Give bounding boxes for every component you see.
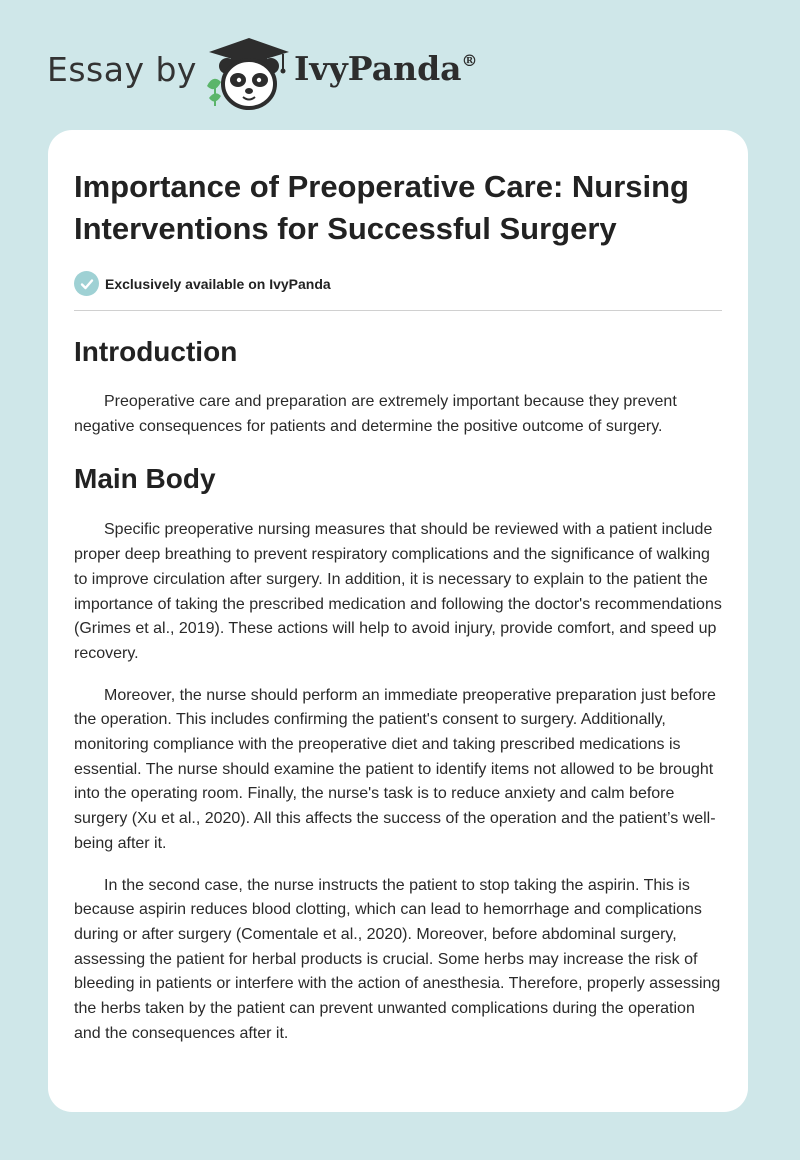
- registered-mark: ®: [461, 51, 478, 70]
- exclusive-badge-label: Exclusively available on IvyPanda: [105, 275, 331, 292]
- site-header: [0, 0, 800, 130]
- brand-name[interactable]: [294, 49, 478, 88]
- section-heading-main-body: Main Body: [74, 463, 216, 495]
- essay-content: [74, 166, 722, 1046]
- panda-logo-icon[interactable]: [203, 36, 295, 110]
- brand-text: IvyPanda: [294, 49, 462, 88]
- essay-title: Importance of Preoperative Care: Nursing Interventions for Successful Surgery: [74, 169, 689, 246]
- check-icon: [74, 271, 99, 296]
- paragraph: Preoperative care and preparation are extremely important because they prevent negative consequences for patients and determine the positive outcome of surgery.: [74, 393, 677, 435]
- divider: [74, 310, 722, 311]
- paragraph: Moreover, the nurse should perform an immediate preoperative preparation just before the operation. This includes confirming the patient's consent to surgery. Additionally, monitoring compliance with the preoperative diet and taking prescribed medications is essential. The nurse should examine the patient to identify items not allowed to be brought into the operating room. Finally, the nurse's task is to reduce anxiety and calm before surgery (Xu et al., 2020). All this affects the success of the operation and the patient’s well-being after it.: [74, 686, 716, 852]
- essay-card: [48, 130, 748, 1112]
- section-heading-introduction: Introduction: [74, 336, 238, 367]
- exclusive-badge: [74, 271, 722, 296]
- paragraph: Specific preoperative nursing measures that should be reviewed with a patient include proper deep breathing to prevent respiratory complications and the significance of walking to improve circulation after surgery. In addition, it is necessary to explain to the patient the importance of taking the prescribed medication and following the doctor's recommendations (Grimes et al., 2019). These actions will help to avoid injury, provide comfort, and speed up recovery.: [74, 521, 722, 662]
- essay-by-label: Essay by: [47, 50, 197, 89]
- paragraph: In the second case, the nurse instructs the patient to stop taking the aspirin. This is because aspirin reduces blood clotting, which can lead to hemorrhage and complications during or after surgery (Comentale et al., 2020). Moreover, before abdominal surgery, assessing the patient for herbal products is crucial. Some herbs may increase the risk of bleeding in patients or interfere with the action of anesthesia. Therefore, properly assessing the herbs taken by the patient can prevent unwanted complications during the operation and the consequences after it.: [74, 876, 721, 1042]
